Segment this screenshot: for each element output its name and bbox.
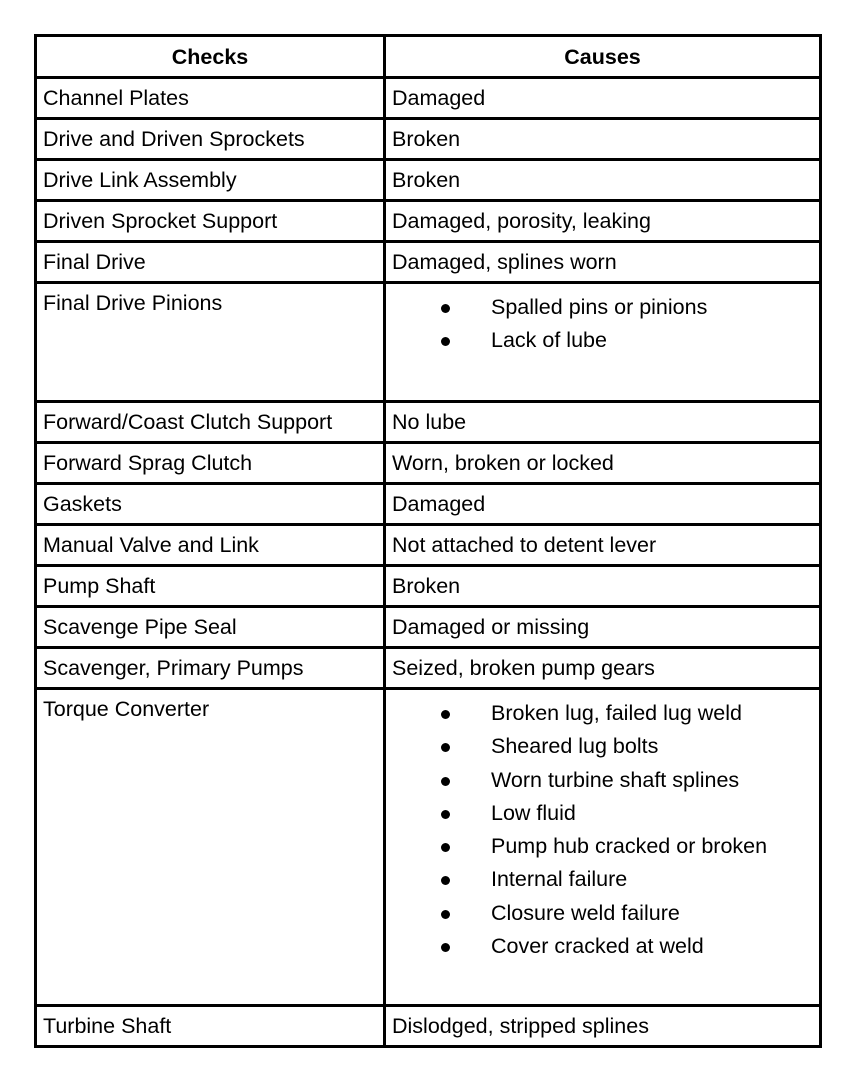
table-row: [36, 607, 821, 648]
list-item: [392, 764, 819, 797]
cause-cell: [385, 689, 821, 1006]
cause-cell: Broken: [385, 160, 821, 201]
check-cell: Forward/Coast Clutch Support: [36, 402, 385, 443]
cause-text: Broken lug, failed lug weld: [491, 701, 742, 725]
table-row: [36, 242, 821, 283]
list-item: [392, 291, 819, 324]
cause-text: Lack of lube: [491, 328, 607, 353]
table-row: [36, 160, 821, 201]
cause-text: Worn turbine shaft splines: [491, 767, 740, 792]
cause-text: Sheared lug bolts: [491, 734, 659, 759]
table-row: [36, 201, 821, 242]
cause-list: [392, 697, 819, 963]
cause-cell: Damaged: [385, 78, 821, 119]
cause-text: Low fluid: [491, 800, 576, 825]
cause-cell: Seized, broken pump gears: [385, 648, 821, 689]
cause-list: [392, 291, 819, 358]
check-cell: Scavenge Pipe Seal: [36, 607, 385, 648]
bullet-icon: [441, 777, 450, 786]
header-checks: Checks: [36, 36, 385, 78]
check-cell: Turbine Shaft: [36, 1006, 385, 1047]
list-item: [392, 324, 819, 357]
check-cell: Driven Sprocket Support: [36, 201, 385, 242]
bullet-icon: [441, 943, 450, 952]
table-row: [36, 1006, 821, 1047]
check-cell: Scavenger, Primary Pumps: [36, 648, 385, 689]
list-item: [392, 897, 819, 930]
cause-cell: Broken: [385, 119, 821, 160]
list-item: [392, 797, 819, 830]
table-row: [36, 443, 821, 484]
check-cell: Torque Converter: [36, 689, 385, 1006]
check-cell: Gaskets: [36, 484, 385, 525]
list-item: [392, 730, 819, 763]
cause-cell: Broken: [385, 566, 821, 607]
check-cell: Manual Valve and Link: [36, 525, 385, 566]
check-cell: Final Drive Pinions: [36, 283, 385, 402]
bullet-icon: [441, 304, 450, 313]
cause-cell: Damaged or missing: [385, 607, 821, 648]
cause-cell: Not attached to detent lever: [385, 525, 821, 566]
cause-text: Cover cracked at weld: [491, 934, 704, 959]
table-row: [36, 283, 821, 402]
check-cell: Channel Plates: [36, 78, 385, 119]
bullet-icon: [441, 743, 450, 752]
cause-cell: Dislodged, stripped splines: [385, 1006, 821, 1047]
check-cell: Drive Link Assembly: [36, 160, 385, 201]
list-item: [392, 863, 819, 896]
cause-cell: [385, 283, 821, 402]
check-cell: Pump Shaft: [36, 566, 385, 607]
check-cell: Forward Sprag Clutch: [36, 443, 385, 484]
table-row: [36, 566, 821, 607]
cause-cell: Worn, broken or locked: [385, 443, 821, 484]
bullet-icon: [441, 910, 450, 919]
cause-text: Pump hub cracked or broken: [491, 834, 768, 859]
table-body: [36, 78, 821, 1047]
table-row: [36, 402, 821, 443]
cause-text: Closure weld failure: [491, 900, 680, 925]
bullet-icon: [441, 710, 450, 719]
list-item: [392, 830, 819, 863]
table-row: [36, 484, 821, 525]
cause-cell: Damaged: [385, 484, 821, 525]
bullet-icon: [441, 876, 450, 885]
check-cell: Drive and Driven Sprockets: [36, 119, 385, 160]
bullet-icon: [441, 810, 450, 819]
table-row: [36, 119, 821, 160]
cause-cell: No lube: [385, 402, 821, 443]
cause-text: Internal failure: [491, 867, 628, 892]
table-row: [36, 525, 821, 566]
list-item: [392, 930, 819, 963]
checks-causes-table: [34, 34, 822, 1048]
table-row: [36, 648, 821, 689]
cause-text: Spalled pins or pinions: [491, 295, 708, 319]
check-cell: Final Drive: [36, 242, 385, 283]
bullet-icon: [441, 843, 450, 852]
bullet-icon: [441, 337, 450, 346]
table-row: [36, 78, 821, 119]
header-causes: Causes: [385, 36, 821, 78]
cause-cell: Damaged, porosity, leaking: [385, 201, 821, 242]
table-row: [36, 689, 821, 1006]
header-row: [36, 36, 821, 78]
cause-cell: Damaged, splines worn: [385, 242, 821, 283]
list-item: [392, 697, 819, 730]
